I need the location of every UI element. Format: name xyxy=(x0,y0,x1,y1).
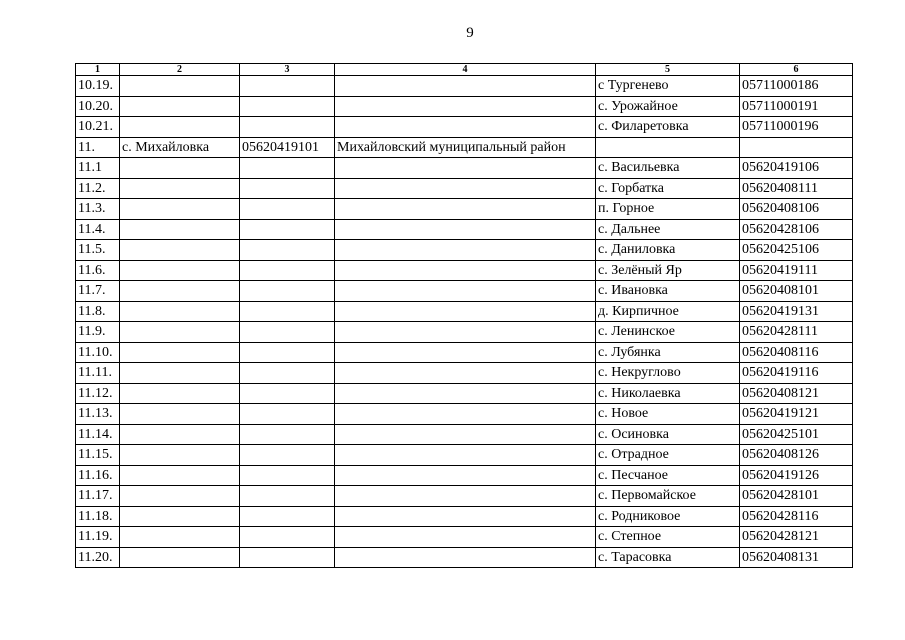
table-cell-col-1: 10.20. xyxy=(76,96,120,117)
table-cell-col-3 xyxy=(240,96,335,117)
table-cell-col-3 xyxy=(240,527,335,548)
table-row xyxy=(76,199,853,220)
table-cell-col-4 xyxy=(335,486,596,507)
table-cell-col-2 xyxy=(120,363,240,384)
table-cell-col-6: 05620419121 xyxy=(740,404,853,425)
table-row xyxy=(76,301,853,322)
table-cell-col-3 xyxy=(240,424,335,445)
table-cell-col-2 xyxy=(120,486,240,507)
table-cell-col-1: 11.18. xyxy=(76,506,120,527)
table-row xyxy=(76,219,853,240)
table-cell-col-6: 05711000191 xyxy=(740,96,853,117)
table-cell-col-2 xyxy=(120,383,240,404)
table-cell-col-5: с. Отрадное xyxy=(596,445,740,466)
table-header-row xyxy=(76,64,853,76)
table-cell-col-5: п. Горное xyxy=(596,199,740,220)
table-cell-col-6: 05620425106 xyxy=(740,240,853,261)
table-cell-col-2 xyxy=(120,281,240,302)
table-cell-col-2 xyxy=(120,219,240,240)
table-cell-col-1: 11.15. xyxy=(76,445,120,466)
table-cell-col-6: 05620428101 xyxy=(740,486,853,507)
table-cell-col-2 xyxy=(120,527,240,548)
table-cell-col-5 xyxy=(596,137,740,158)
table-row xyxy=(76,178,853,199)
table-cell-col-6: 05711000196 xyxy=(740,117,853,138)
table-cell-col-1: 11.9. xyxy=(76,322,120,343)
table-cell-col-5: с. Песчаное xyxy=(596,465,740,486)
table-cell-col-4 xyxy=(335,547,596,568)
table-cell-col-1: 11.5. xyxy=(76,240,120,261)
table-row xyxy=(76,342,853,363)
table-cell-col-3 xyxy=(240,117,335,138)
table-cell-col-2 xyxy=(120,199,240,220)
table-cell-col-3 xyxy=(240,445,335,466)
table-cell-col-1: 11.11. xyxy=(76,363,120,384)
table-cell-col-2 xyxy=(120,96,240,117)
table-cell-col-4 xyxy=(335,383,596,404)
table-cell-col-2 xyxy=(120,322,240,343)
table-cell-col-3 xyxy=(240,76,335,97)
table-cell-col-5: с. Ивановка xyxy=(596,281,740,302)
table-cell-col-2 xyxy=(120,404,240,425)
table-cell-col-1: 11.8. xyxy=(76,301,120,322)
table-cell-col-3 xyxy=(240,158,335,179)
table-cell-col-1: 11.6. xyxy=(76,260,120,281)
table-cell-col-5: с. Ленинское xyxy=(596,322,740,343)
table-cell-col-4 xyxy=(335,363,596,384)
table-cell-col-4 xyxy=(335,76,596,97)
table-cell-col-1: 11.3. xyxy=(76,199,120,220)
table-row xyxy=(76,76,853,97)
table-cell-col-4 xyxy=(335,322,596,343)
table-cell-col-6: 05620408111 xyxy=(740,178,853,199)
table-cell-col-4: Михайловский муниципальный район xyxy=(335,137,596,158)
table-cell-col-6: 05620419131 xyxy=(740,301,853,322)
table-cell-col-3 xyxy=(240,486,335,507)
table-cell-col-2 xyxy=(120,547,240,568)
table-row xyxy=(76,527,853,548)
table-cell-col-5: с. Осиновка xyxy=(596,424,740,445)
table-cell-col-3 xyxy=(240,178,335,199)
table-cell-col-2 xyxy=(120,178,240,199)
column-header-6: 6 xyxy=(740,64,853,76)
column-header-5: 5 xyxy=(596,64,740,76)
table-cell-col-6: 05711000186 xyxy=(740,76,853,97)
table-cell-col-5: с. Даниловка xyxy=(596,240,740,261)
table-cell-col-4 xyxy=(335,158,596,179)
table-cell-col-1: 11.16. xyxy=(76,465,120,486)
table-cell-col-6: 05620408116 xyxy=(740,342,853,363)
table-cell-col-2 xyxy=(120,158,240,179)
table-row xyxy=(76,445,853,466)
table-cell-col-5: с. Урожайное xyxy=(596,96,740,117)
table-cell-col-3 xyxy=(240,281,335,302)
table-cell-col-6: 05620425101 xyxy=(740,424,853,445)
table-cell-col-3 xyxy=(240,465,335,486)
table-cell-col-3 xyxy=(240,547,335,568)
table-cell-col-2 xyxy=(120,76,240,97)
table-cell-col-5: с. Степное xyxy=(596,527,740,548)
table-cell-col-6: 05620428106 xyxy=(740,219,853,240)
table-cell-col-5: с. Филаретовка xyxy=(596,117,740,138)
table-row xyxy=(76,486,853,507)
table-row xyxy=(76,137,853,158)
table-cell-col-2: с. Михайловка xyxy=(120,137,240,158)
table-cell-col-3 xyxy=(240,404,335,425)
table-cell-col-6: 05620408106 xyxy=(740,199,853,220)
table-cell-col-3 xyxy=(240,240,335,261)
table-row xyxy=(76,96,853,117)
column-header-2: 2 xyxy=(120,64,240,76)
table-cell-col-3 xyxy=(240,219,335,240)
table-row xyxy=(76,117,853,138)
table-row xyxy=(76,158,853,179)
table-cell-col-3 xyxy=(240,342,335,363)
table-cell-col-4 xyxy=(335,219,596,240)
table-cell-col-4 xyxy=(335,199,596,220)
table-cell-col-3 xyxy=(240,363,335,384)
table-cell-col-3 xyxy=(240,322,335,343)
table-cell-col-5: с Тургенево xyxy=(596,76,740,97)
table-row xyxy=(76,506,853,527)
table-row xyxy=(76,260,853,281)
table-cell-col-4 xyxy=(335,424,596,445)
table-row xyxy=(76,281,853,302)
table-cell-col-3 xyxy=(240,506,335,527)
table-cell-col-3 xyxy=(240,199,335,220)
table-cell-col-5: с. Горбатка xyxy=(596,178,740,199)
table-cell-col-6: 05620428116 xyxy=(740,506,853,527)
table-cell-col-5: с. Некруглово xyxy=(596,363,740,384)
table-cell-col-1: 11. xyxy=(76,137,120,158)
table-cell-col-2 xyxy=(120,260,240,281)
table-row xyxy=(76,424,853,445)
table-cell-col-2 xyxy=(120,445,240,466)
table-cell-col-6: 05620419126 xyxy=(740,465,853,486)
column-header-3: 3 xyxy=(240,64,335,76)
table-cell-col-3 xyxy=(240,301,335,322)
table-cell-col-5: с. Николаевка xyxy=(596,383,740,404)
table-cell-col-1: 11.14. xyxy=(76,424,120,445)
table-cell-col-3: 05620419101 xyxy=(240,137,335,158)
table-cell-col-1: 10.19. xyxy=(76,76,120,97)
table-cell-col-4 xyxy=(335,96,596,117)
table-cell-col-2 xyxy=(120,342,240,363)
table-cell-col-4 xyxy=(335,445,596,466)
table-row xyxy=(76,404,853,425)
table-cell-col-3 xyxy=(240,383,335,404)
table-cell-col-2 xyxy=(120,506,240,527)
table-cell-col-1: 11.19. xyxy=(76,527,120,548)
settlements-table xyxy=(75,63,853,568)
table-cell-col-1: 11.4. xyxy=(76,219,120,240)
table-cell-col-2 xyxy=(120,424,240,445)
table-row xyxy=(76,547,853,568)
table-cell-col-5: с. Лубянка xyxy=(596,342,740,363)
table-cell-col-6: 05620408121 xyxy=(740,383,853,404)
table-cell-col-2 xyxy=(120,240,240,261)
column-header-4: 4 xyxy=(335,64,596,76)
table-cell-col-4 xyxy=(335,281,596,302)
table-cell-col-4 xyxy=(335,506,596,527)
table-row xyxy=(76,322,853,343)
table-cell-col-1: 11.12. xyxy=(76,383,120,404)
table-row xyxy=(76,383,853,404)
table-cell-col-6 xyxy=(740,137,853,158)
table-cell-col-5: с. Родниковое xyxy=(596,506,740,527)
table-cell-col-6: 05620408126 xyxy=(740,445,853,466)
table-cell-col-4 xyxy=(335,342,596,363)
table-cell-col-6: 05620408101 xyxy=(740,281,853,302)
table-body xyxy=(76,76,853,568)
table-cell-col-4 xyxy=(335,117,596,138)
table-cell-col-4 xyxy=(335,465,596,486)
table-row xyxy=(76,240,853,261)
table-cell-col-6: 05620419116 xyxy=(740,363,853,384)
table-cell-col-2 xyxy=(120,465,240,486)
table-cell-col-1: 11.13. xyxy=(76,404,120,425)
table-cell-col-2 xyxy=(120,117,240,138)
column-header-1: 1 xyxy=(76,64,120,76)
table-cell-col-5: д. Кирпичное xyxy=(596,301,740,322)
table-cell-col-1: 11.1 xyxy=(76,158,120,179)
table-cell-col-5: с. Тарасовка xyxy=(596,547,740,568)
table-cell-col-4 xyxy=(335,240,596,261)
table-cell-col-5: с. Дальнее xyxy=(596,219,740,240)
table-cell-col-5: с. Васильевка xyxy=(596,158,740,179)
table-cell-col-4 xyxy=(335,404,596,425)
table-cell-col-5: с. Новое xyxy=(596,404,740,425)
page-number: 9 xyxy=(466,25,474,41)
table-cell-col-4 xyxy=(335,527,596,548)
table-cell-col-2 xyxy=(120,301,240,322)
table-cell-col-6: 05620419111 xyxy=(740,260,853,281)
table-cell-col-6: 05620428121 xyxy=(740,527,853,548)
table-cell-col-4 xyxy=(335,178,596,199)
table-cell-col-5: с. Первомайское xyxy=(596,486,740,507)
table-cell-col-1: 10.21. xyxy=(76,117,120,138)
table-cell-col-4 xyxy=(335,301,596,322)
table-cell-col-3 xyxy=(240,260,335,281)
table-cell-col-1: 11.2. xyxy=(76,178,120,199)
table-cell-col-1: 11.10. xyxy=(76,342,120,363)
table-cell-col-6: 05620408131 xyxy=(740,547,853,568)
table-row xyxy=(76,465,853,486)
table-cell-col-6: 05620419106 xyxy=(740,158,853,179)
table-cell-col-5: с. Зелёный Яр xyxy=(596,260,740,281)
table-cell-col-1: 11.17. xyxy=(76,486,120,507)
table-cell-col-1: 11.20. xyxy=(76,547,120,568)
table-cell-col-4 xyxy=(335,260,596,281)
table-row xyxy=(76,363,853,384)
table-cell-col-1: 11.7. xyxy=(76,281,120,302)
table-cell-col-6: 05620428111 xyxy=(740,322,853,343)
